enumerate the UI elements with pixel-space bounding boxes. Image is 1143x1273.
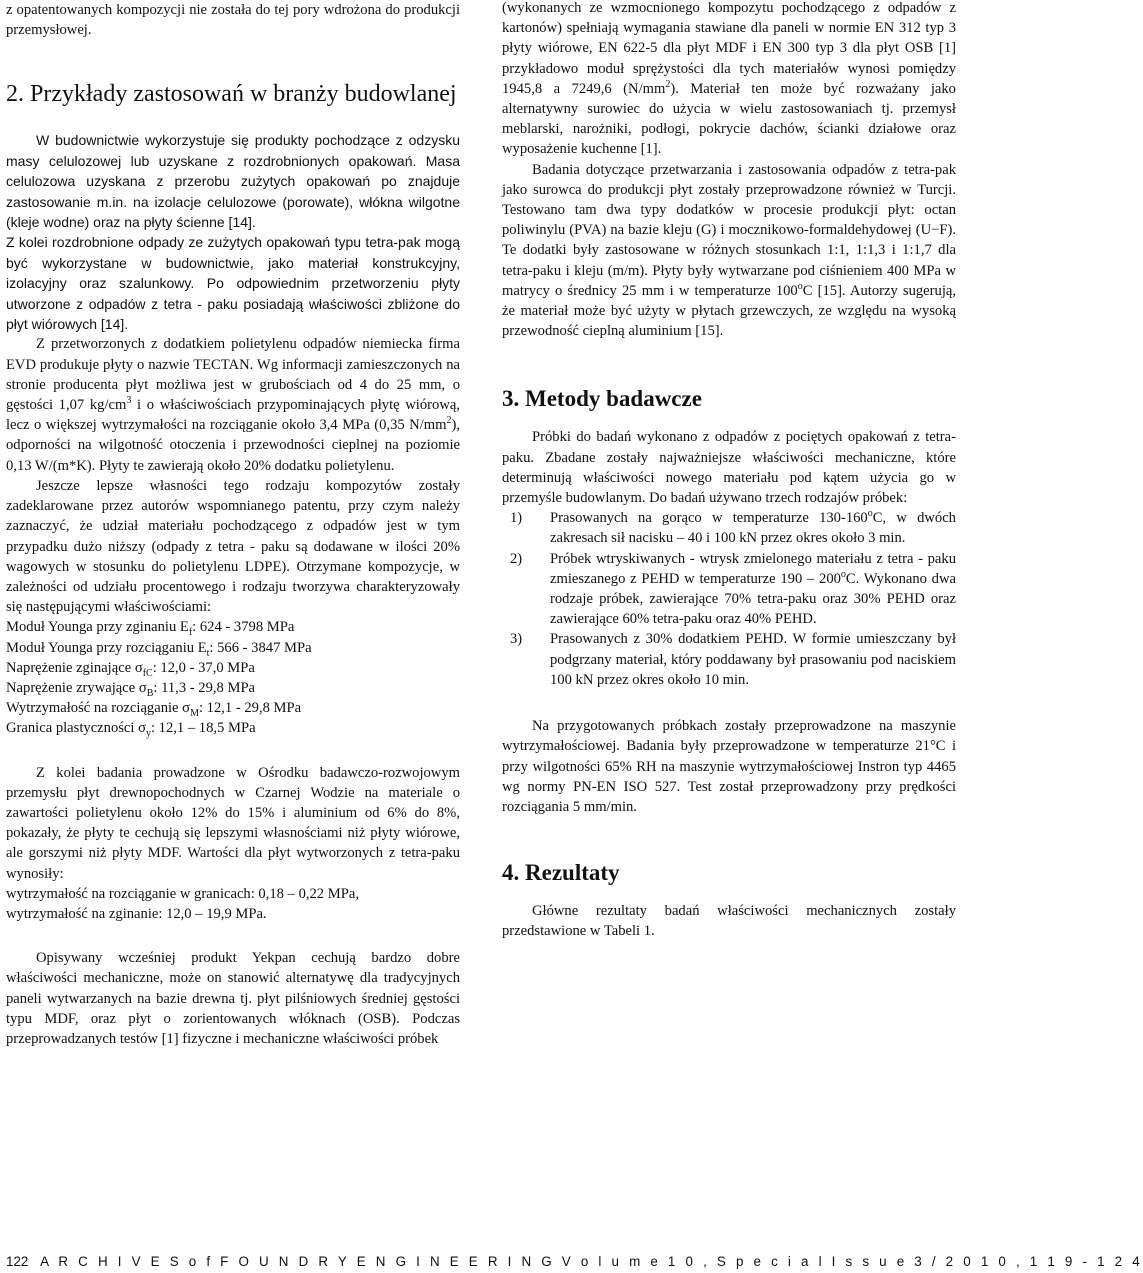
intro-continuation: z opatentowanych kompozycji nie została do tej pory wdrożona do produkcji przemysłowej. xyxy=(6,2,460,39)
sample-types-list xyxy=(502,508,956,690)
paragraph: Próbki do badań wykonano z odpadów z pociętych opakowań z tetra-paku. Zbadane zostały najważniejsze właściwości mechaniczne, które determinują właściwości nowego materiału pod kątem użycia go w przemyśle budowlanym. Do badań używano trzech rodzajów próbek: xyxy=(502,429,956,507)
paragraph: Z przetworzonych z dodatkiem polietylenu odpadów niemiecka firma EVD produkuje płyty o nazwie TECTAN. Wg informacji zamieszczonych na stronie producenta płyt możliwa jest w grubościach od 4 do 25 mm, o gęstości 1,07 $kg/cm^3$ i o właściwościach przypominających płytę wiórową, lecz o większej wytrzymałości na rozciąganie około 3,4 MPa (0,35 $N/mm^2$), odporności na wilgotność otoczenia i przewodności cieplnej na poziomie 0,13 W/(m*K). Płyty te zawierają około 20% dodatku polietylenu. xyxy=(6,336,460,474)
property-item: Naprężenie zginające $\sigma_{fC}$: 12,0 - 37,0 MPa xyxy=(6,659,255,679)
right-column xyxy=(502,0,956,942)
paragraph: Jeszcze lepsze własności tego rodzaju kompozytów zostały zadeklarowane przez autorów wspomnianego patentu, przy czym należy zaznaczyć, że udział materiału pochodzącego z odpadów jest w tym przypadku dużo niższy (odpady z tetra - paku są dodawane w ilości 20% wagowych w stosunku do polietylenu LDPE). Otrzymane kompozycje, w zależności od udziału procentowego i rodzaju tworzywa charakteryzowały się następującymi właściwościami: xyxy=(6,477,460,616)
property-list xyxy=(6,617,460,738)
section-3-heading: 3. Metody badawcze xyxy=(502,386,702,412)
property-item: Naprężenie zrywające $\sigma_B$: 11,3 - 29,8 MPa xyxy=(6,679,256,699)
page-footer xyxy=(6,1254,1143,1269)
list-item: 3) Prasowanych z 30% dodatkiem PEHD. W formie umieszczany był podgrzany materiał, który poddawany był prasowaniu pod naciskiem 100 kN przez okres około 10 min. xyxy=(510,631,956,688)
paragraph: Badania dotyczące przetwarzania i zastosowania odpadów z tetra-pak jako surowca do produkcji płyt zostały przeprowadzone również w Turcji. Testowano tam dwa typy dodatków w procesie produkcji płyt: octan poliwinylu (PVA) na bazie kleju (G) i mocznikowo-formaldehydowej (U−F). Te dodatki były zastosowane w różnych stosunkach 1:1, 1:1,3 i 1:1,7 dla tetra-paku i kleju (m/m). Płyty były wytwarzane pod ciśnieniem 400 MPa w matrycy o średnicy 25 mm i w temperaturze 100$^o$C [15]. Autorzy sugerują, że materiał może być użyty w płytach grzewczych, ze względu na wysoką przewodność cieplną aluminium [15]. xyxy=(502,161,956,340)
list-item: 1) Prasowanych na gorąco w temperaturze 130-160$^o$C, w dwóch zakresach sił nacisku – 40 i 100 kN przez okres około 3 min. xyxy=(510,508,956,547)
paragraph: Opisywany wcześniej produkt Yekpan cechują bardzo dobre właściwości mechaniczne, może on stanowić alternatywę dla tradycyjnych paneli wytwarzanych na bazie drewna tj. płyt pilśniowych średniej gęstości typu MDF, oraz płyt o zorientowanych włóknach (OSB). Podczas przeprowadzanych testów [1] fizyczne i mechaniczne właściwości próbek xyxy=(6,950,460,1047)
journal-reference: A R C H I V E S o f F O U N D R Y E N G I N E E R I N G V o l u m e 1 0 , S p e c i a l I s s u e 3 / 2 0 1 0 , 1 1 9 - 1 2 4 xyxy=(40,1254,1143,1269)
paragraph: Z kolei badania prowadzone w Ośrodku badawczo-rozwojowym przemysłu płyt drewnopochodnych w Czarnej Wodzie na materiale o zawartości polietylenu około 12% do 15% i aluminium od 6% do 8%, pokazały, że płyty te cechują się lepszymi własnościami niż płyty wiórowe, ale gorszymi niż płyty MDF. Wartości dla płyt wytworzonych z tetra-paku wynosiły: xyxy=(6,764,460,882)
paragraph: Główne rezultaty badań właściwości mechanicznych zostały przedstawione w Tabeli 1. xyxy=(502,903,956,940)
paragraph: W budownictwie wykorzystuje się produkty pochodzące z odzysku masy celulozowej lub uzyskane z rozdrobnionych opakowań. Masa celulozowa uzyskana z przerobu zużytych opakowań po znajduje zastosowanie m.in. na izolacje celulozowe (porowate), włókna wilgotne (kleje wodne) oraz na płyty ścienne [14]. xyxy=(6,132,460,231)
property-item: Granica plastyczności $\sigma_y$: 12,1 – 18,5 MPa xyxy=(6,720,256,740)
paragraph-line: wytrzymałość na zginanie: 12,0 – 19,9 MPa. xyxy=(6,905,267,922)
section-4-heading: 4. Rezultaty xyxy=(502,860,620,886)
property-item: Wytrzymałość na rozciąganie $\sigma_M$: 12,1 - 29,8 MPa xyxy=(6,700,302,720)
list-item: 2) Próbek wtryskiwanych - wtrysk zmielonego materiału z tetra - paku zmieszanego z PEHD w temperaturze 190 – 200$^o$C. Wykonano dwa rodzaje próbek, zawierające 70% tetra-paku oraz 30% PEHD oraz zawierające 60% tetra-paku oraz 40% PEHD. xyxy=(510,550,956,628)
page-number: 122 xyxy=(6,1254,29,1269)
property-item: Moduł Younga przy zginaniu $E_f$: 624 - 3798 MPa xyxy=(6,619,295,639)
paragraph: Na przygotowanych próbkach zostały przeprowadzone na maszynie wytrzymałościowej. Badania były przeprowadzone w temperaturze 21°C i przy wilgotności 65% RH na maszynie wytrzymałościowej Instron typ 4465 wg normy PN-EN ISO 527. Test został przeprowadzony przy prędkości rozciągania 5 mm/min. xyxy=(502,718,956,815)
paragraph: Z kolei rozdrobnione odpady ze zużytych opakowań typu tetra-pak mogą być wykorzystane w budownictwie, jako materiał konstrukcyjny, izolacyjny oraz szalunkowy. Po odpowiednim przetworzeniu płyty utworzone z odpadów z tetra - paku posiadają właściwości zbliżone do płyt wiórowych [14]. xyxy=(6,234,460,333)
left-column xyxy=(6,0,460,1049)
section-2-heading: 2. Przykłady zastosowań w branży budowlanej xyxy=(6,81,457,108)
paragraph-line: wytrzymałość na rozciąganie w granicach: 0,18 – 0,22 MPa, xyxy=(6,885,359,902)
paragraph: (wykonanych ze wzmocnionego kompozytu pochodzącego z odpadów z kartonów) spełniają wymagania stawiane dla paneli w normie EN 312 typ 3 płyty wiórowe, EN 622-5 dla płyt MDF i EN 300 typ 3 dla płyt OSB [1] przykładowo moduł sprężystości dla tych materiałów wynosi pomiędzy 1945,8 a 7249,6 $(N/mm^2)$. Materiał ten może być rozważany jako alternatywny surowiec do użycia w wielu zastosowaniach tj. przemysł meblarski, narożniki, podłogi, pokrycie dachów, ścianki działowe oraz wyposażenie kuchenne [1]. xyxy=(502,0,956,158)
property-item: Moduł Younga przy rozciąganiu $E_t$: 566 - 3847 MPa xyxy=(6,639,312,659)
